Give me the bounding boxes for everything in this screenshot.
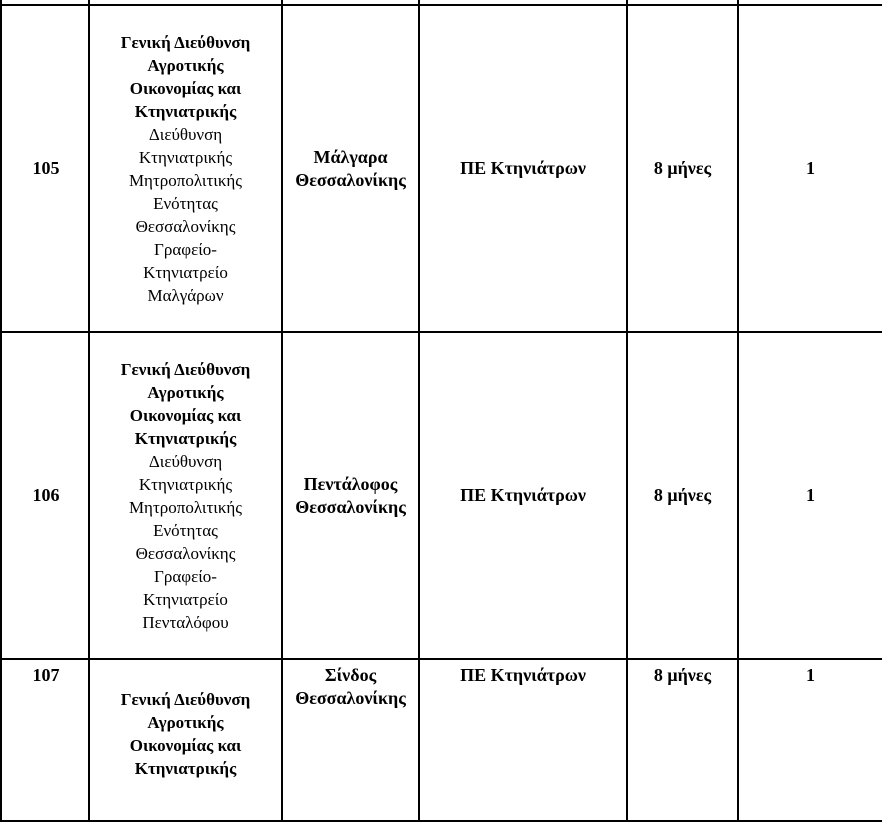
count-cell: 1 — [738, 659, 882, 821]
location-cell — [282, 332, 419, 659]
table-row — [1, 659, 882, 821]
service-line: Οικονομίας και — [129, 736, 242, 755]
count-cell: 1 — [738, 332, 882, 659]
service-cell — [89, 5, 282, 332]
service-line: Ενότητας — [153, 193, 218, 213]
location-line: Σίνδος — [324, 665, 377, 685]
service-line: Θεσσαλονίκης — [135, 216, 236, 236]
location-line: Μάλγαρα — [313, 146, 388, 167]
row-number: 106 — [1, 332, 89, 659]
table-row — [1, 332, 882, 659]
location-line: Θεσσαλονίκης — [295, 496, 406, 517]
service-line: Μαλγάρων — [147, 285, 224, 305]
duration-cell: 8 μήνες — [627, 5, 738, 332]
location-line: Πεντάλοφος — [303, 473, 398, 494]
row-number: 105 — [1, 5, 89, 332]
service-line: Κτηνιατρικής — [134, 428, 237, 448]
service-line: Διεύθυνση — [148, 451, 223, 471]
specialty-cell: ΠΕ Κτηνιάτρων — [419, 5, 627, 332]
service-line: Θεσσαλονίκης — [135, 543, 236, 563]
service-line: Γραφείο- — [154, 566, 217, 586]
service-line: Γενική Διεύθυνση — [120, 690, 251, 709]
service-line: Κτηνιατρείο — [143, 262, 228, 282]
service-line: Γραφείο- — [154, 239, 217, 259]
service-line: Πενταλόφου — [142, 612, 229, 632]
service-line: Κτηνιατρείο — [143, 589, 228, 609]
service-line: Κτηνιατρικής — [138, 147, 233, 167]
specialty-cell: ΠΕ Κτηνιάτρων — [419, 332, 627, 659]
service-line: Μητροπολιτικής — [128, 170, 243, 190]
location-cell — [282, 659, 419, 821]
service-cell — [89, 659, 282, 821]
service-line: Κτηνιατρικής — [134, 759, 237, 778]
service-line: Οικονομίας και — [129, 78, 242, 98]
service-line: Μητροπολιτικής — [128, 497, 243, 517]
service-line: Οικονομίας και — [129, 405, 242, 425]
duration-cell: 8 μήνες — [627, 659, 738, 821]
service-line: Κτηνιατρικής — [138, 474, 233, 494]
specialty-cell: ΠΕ Κτηνιάτρων — [419, 659, 627, 821]
location-line: Θεσσαλονίκης — [295, 688, 406, 708]
service-cell — [89, 332, 282, 659]
service-line: Γενική Διεύθυνση — [120, 32, 251, 52]
table-row — [1, 5, 882, 332]
location-cell — [282, 5, 419, 332]
duration-cell: 8 μήνες — [627, 332, 738, 659]
count-cell: 1 — [738, 5, 882, 332]
service-line: Διεύθυνση — [148, 124, 223, 144]
service-line: Αγροτικής — [147, 382, 224, 402]
service-line: Ενότητας — [153, 520, 218, 540]
service-line: Κτηνιατρικής — [134, 101, 237, 121]
service-line: Αγροτικής — [147, 713, 224, 732]
service-line: Αγροτικής — [147, 55, 224, 75]
service-line: Γενική Διεύθυνση — [120, 359, 251, 379]
row-number: 107 — [1, 659, 89, 821]
location-line: Θεσσαλονίκης — [295, 169, 406, 190]
